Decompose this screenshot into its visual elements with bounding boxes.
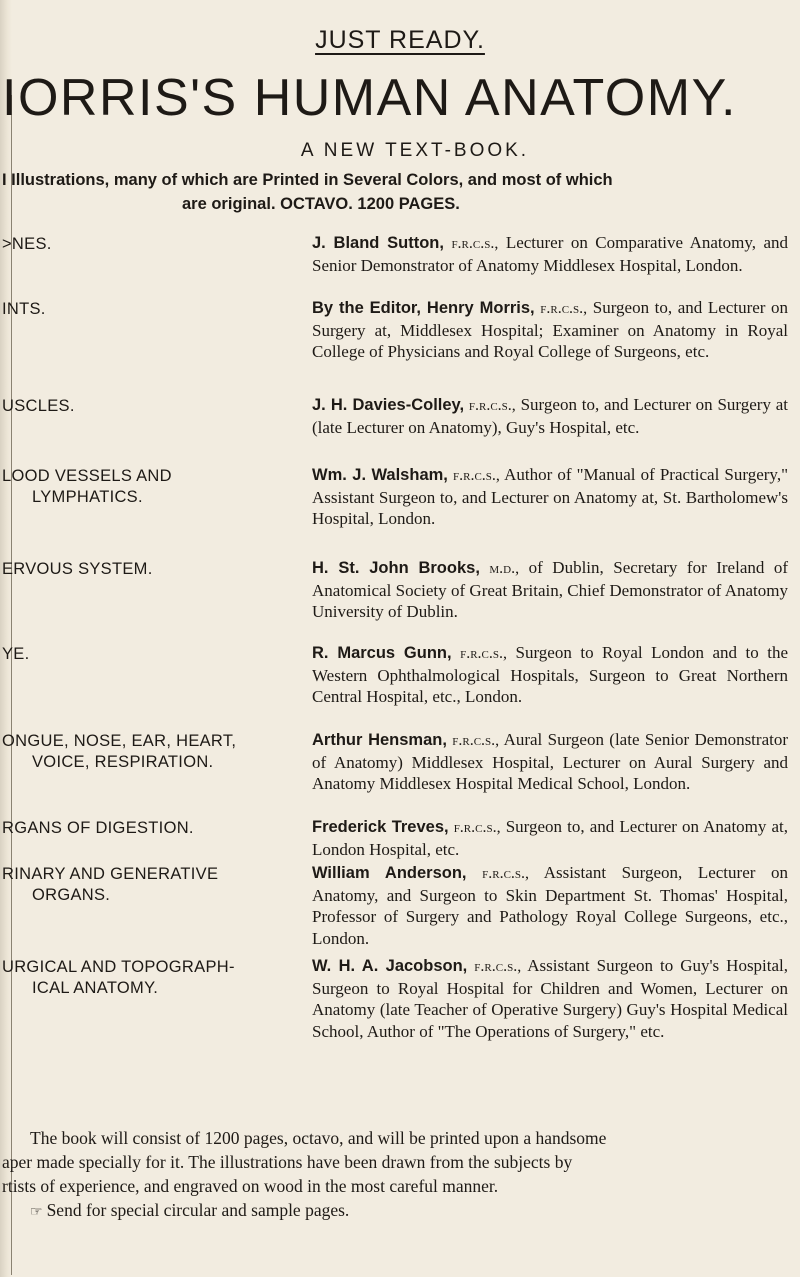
- contributor-degree: f.r.c.s.,: [453, 819, 501, 836]
- contributor-entry: [312, 297, 788, 363]
- section-label-line-1: ERVOUS SYSTEM.: [2, 560, 153, 578]
- section-label-line-1: ONGUE, NOSE, EAR, HEART,: [2, 732, 237, 750]
- contributor-description: Assistant Surgeon to Guy's Hospital, Surgeon to Royal Hospital for Children and Women, Lecturer on Anatomy (late Teacher of Operative Surgery) Guy's Hospital Medical School, Author of "The Operations of Surgery," etc.: [312, 956, 789, 1041]
- contributor-name: Arthur Hensman,: [312, 731, 447, 749]
- footer-notice: [2, 1126, 788, 1225]
- contributor-degree: f.r.c.s.,: [468, 397, 516, 414]
- section-label-line-1: RGANS OF DIGESTION.: [2, 819, 194, 837]
- section-label: [2, 818, 292, 839]
- contributor-degree: f.r.c.s.,: [474, 958, 522, 975]
- section-label-line-1: USCLES.: [2, 397, 75, 415]
- contributor-entry: [312, 642, 788, 708]
- contributor-description: of Dublin, Secretary for Ireland of Anatomical Society of Great Britain, Chief Demonstrator of Anatomy University of Dublin.: [312, 558, 789, 621]
- contributor-degree: f.r.c.s.,: [540, 300, 588, 317]
- section-label: [2, 396, 292, 417]
- contributor-description: Surgeon to, and Lecturer on Surgery at (late Lecturer on Anatomy), Guy's Hospital, etc.: [312, 395, 789, 437]
- illustrations-line-1: I Illustrations, many of which are Printed in Several Colors, and most of which: [2, 171, 613, 189]
- contributor-entry: [312, 394, 788, 438]
- contributor-description: Surgeon to, and Lecturer on Surgery at, Middlesex Hospital; Examiner on Anatomy in Royal College of Physicians and Royal College of Surgeons, etc.: [312, 298, 789, 361]
- contributor-entry: [312, 729, 788, 795]
- footer-line-1: The book will consist of 1200 pages, octavo, and will be printed upon a handsome: [30, 1128, 607, 1148]
- contributor-description: Aural Surgeon (late Senior Demonstrator of Anatomy) Middlesex Hospital, Lecturer on Aural Surgery and Anatomy Middlesex Hospital Medical School, London.: [312, 730, 788, 793]
- contributor-description: Surgeon to, and Lecturer on Anatomy at, London Hospital, etc.: [312, 817, 789, 859]
- pointing-hand-icon: ☞: [30, 1205, 43, 1220]
- contributor-name: W. H. A. Jacobson,: [312, 957, 468, 975]
- contributor-entry: [312, 862, 788, 949]
- contributor-name: William Anderson,: [312, 864, 467, 882]
- contributor-description: Surgeon to Royal London and to the Western Ophthalmological Hospitals, Surgeon to Great Northern Central Hospital, etc., London.: [312, 643, 789, 706]
- contributor-name: J. H. Davies-Colley,: [312, 396, 465, 414]
- section-label: [2, 644, 292, 665]
- section-label: [2, 234, 292, 255]
- contributor-degree: f.r.c.s.,: [452, 732, 500, 749]
- section-label: [2, 559, 292, 580]
- contributor-description: Assistant Surgeon, Lecturer on Anatomy, and Surgeon to Skin Department St. Thomas' Hospital, Professor of Surgery and Pathology Royal College Surgeons, etc., London.: [312, 863, 788, 948]
- contributor-name: Wm. J. Walsham,: [312, 466, 448, 484]
- section-label-line-2: LYMPHATICS.: [32, 488, 143, 506]
- footer-line-4-container: [2, 1198, 788, 1225]
- footer-line-2: aper made specially for it. The illustrations have been drawn from the subjects by: [2, 1152, 573, 1172]
- section-label: [2, 731, 292, 773]
- contributor-degree: f.r.c.s.,: [452, 467, 500, 484]
- contributor-degree: m.d.,: [489, 560, 520, 577]
- contributor-name: H. St. John Brooks,: [312, 559, 480, 577]
- footer-line-4: Send for special circular and sample pages.: [46, 1200, 350, 1220]
- contributor-entry: [312, 557, 788, 623]
- section-label-line-1: URGICAL AND TOPOGRAPH-: [2, 958, 235, 976]
- contributor-name: J. Bland Sutton,: [312, 234, 444, 252]
- footer-line-3: rtists of experience, and engraved on wood in the most careful manner.: [2, 1176, 499, 1196]
- section-label: [2, 299, 292, 320]
- illustrations-note: [2, 168, 792, 216]
- contributor-name: By the Editor, Henry Morris,: [312, 299, 535, 317]
- illustrations-line-2: are original. OCTAVO. 1200 PAGES.: [182, 195, 460, 213]
- book-title: IORRIS'S HUMAN ANATOMY.: [2, 69, 738, 127]
- section-label-line-2: ICAL ANATOMY.: [32, 979, 159, 997]
- contributor-degree: f.r.c.s.,: [451, 235, 499, 252]
- contributor-description: Lecturer on Comparative Anatomy, and Senior Demonstrator of Anatomy Middlesex Hospital, London.: [312, 233, 788, 275]
- contributor-degree: f.r.c.s.,: [482, 865, 530, 882]
- contributor-degree: f.r.c.s.,: [460, 645, 507, 662]
- contributor-entry: [312, 816, 788, 860]
- section-label-line-1: RINARY AND GENERATIVE: [2, 865, 219, 883]
- section-label: [2, 864, 292, 906]
- section-label-line-2: VOICE, RESPIRATION.: [32, 753, 214, 771]
- contributor-entry: [312, 955, 788, 1042]
- section-label-line-1: INTS.: [2, 300, 46, 318]
- binding-rule: [11, 95, 12, 1275]
- section-label: [2, 957, 292, 999]
- book-subtitle: A NEW TEXT-BOOK.: [300, 140, 530, 161]
- contributor-entry: [312, 464, 788, 530]
- section-label: [2, 466, 292, 508]
- section-label-line-1: YE.: [2, 645, 30, 663]
- contributor-name: R. Marcus Gunn,: [312, 644, 452, 662]
- section-label-line-1: >NES.: [2, 235, 52, 253]
- just-ready-heading: JUST READY.: [315, 26, 485, 54]
- contributor-entry: [312, 232, 788, 276]
- contributor-description: Author of "Manual of Practical Surgery," Assistant Surgeon to, and Lecturer on Anatomy at, St. Bartholomew's Hospital, London.: [312, 465, 789, 528]
- section-label-line-1: LOOD VESSELS AND: [2, 467, 172, 485]
- section-label-line-2: ORGANS.: [32, 886, 111, 904]
- contributor-name: Frederick Treves,: [312, 818, 449, 836]
